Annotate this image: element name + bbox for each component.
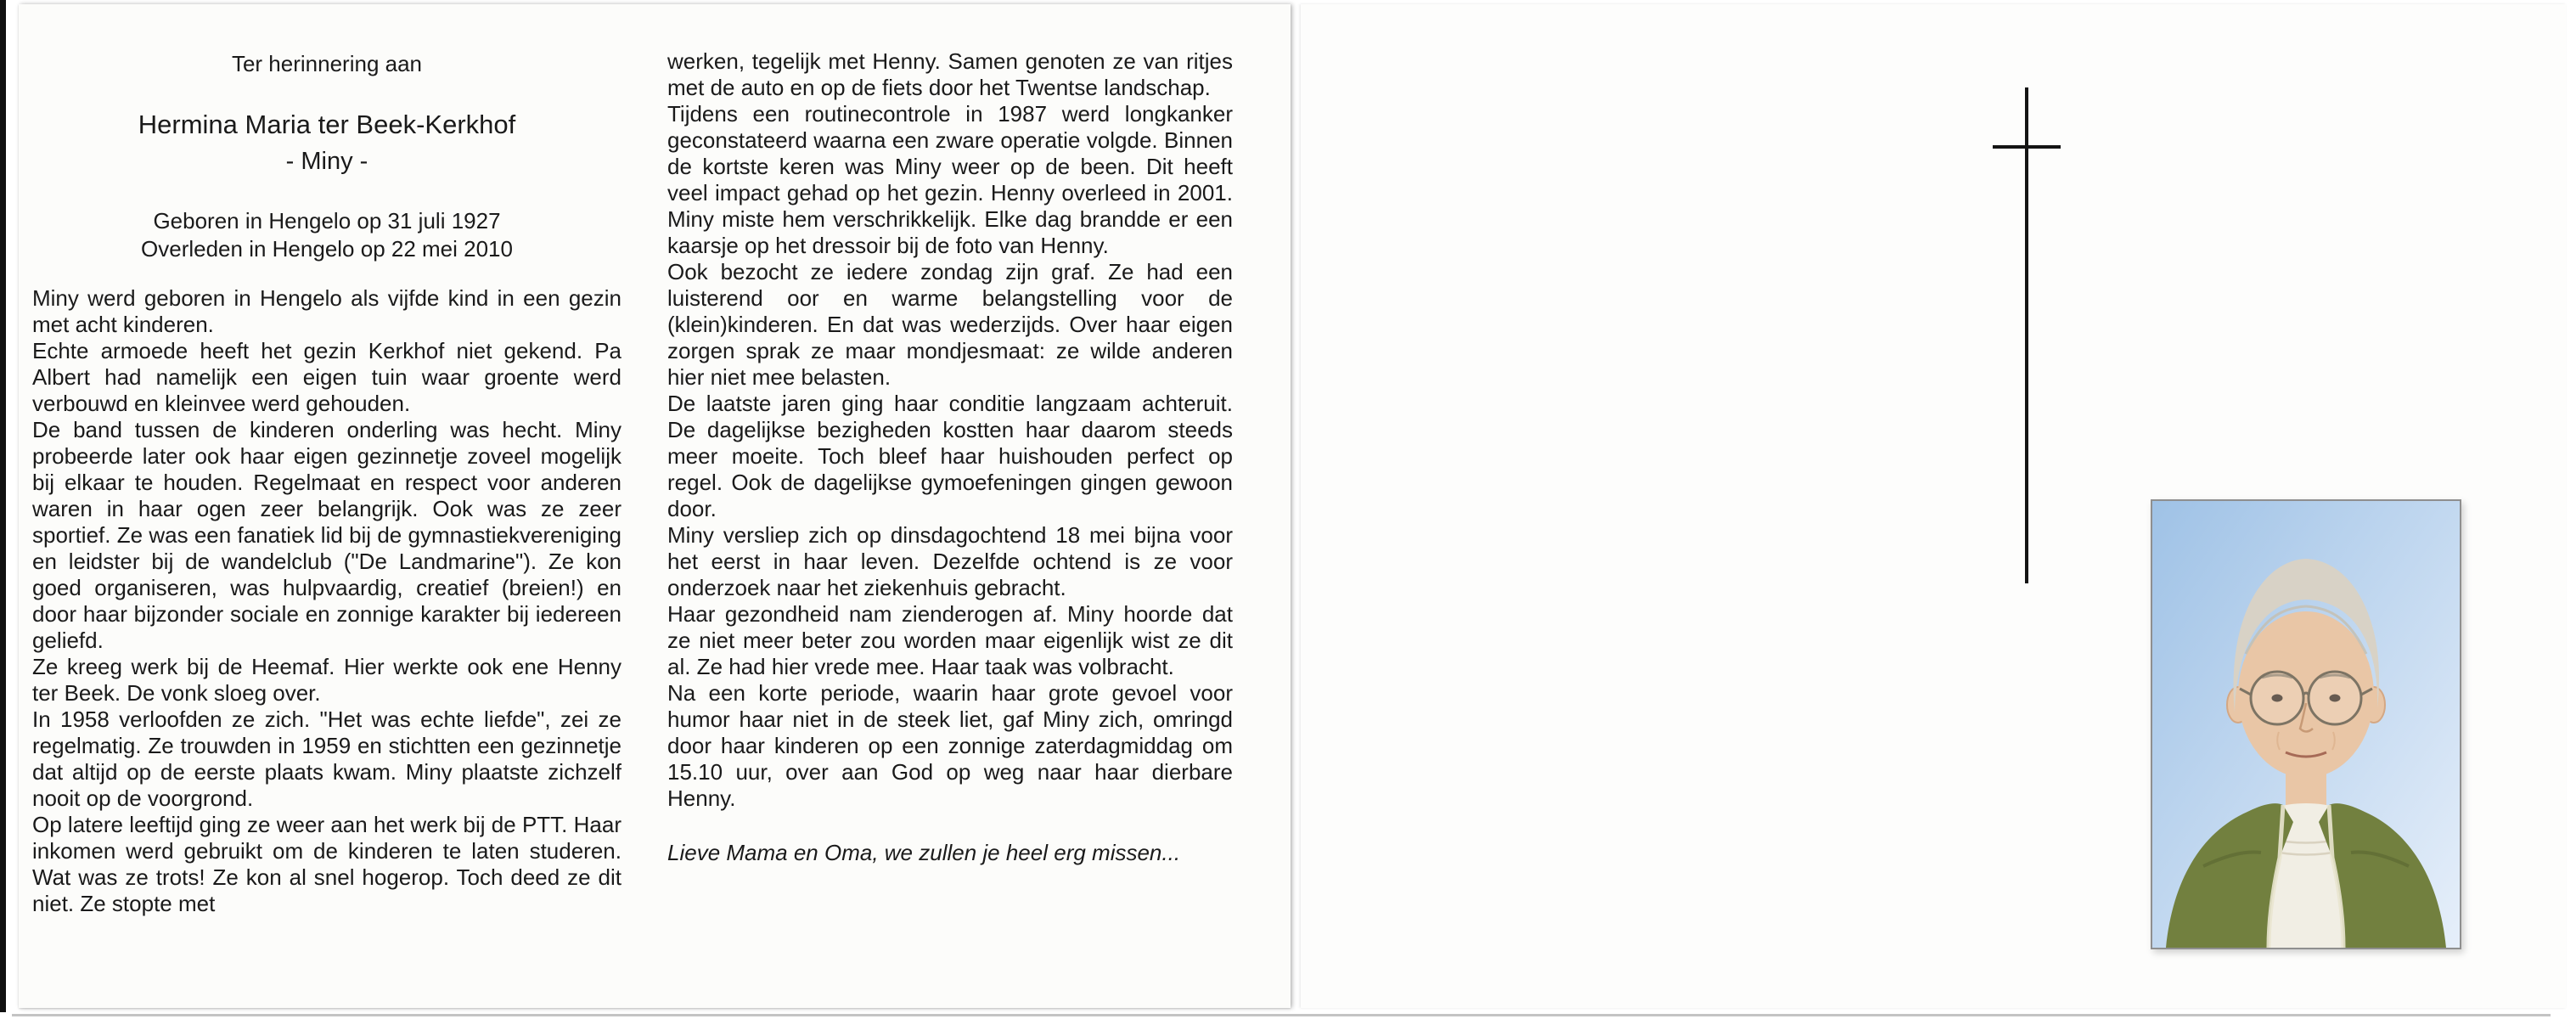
body-paragraph: Op latere leeftijd ging ze weer aan het werk bij de PTT. Haar inkomen werd gebruikt om de kinderen te laten studeren. Wat was ze trots! Ze kon al snel hogerop. Toch deed ze dit niet. Ze stopte met [32, 812, 622, 916]
scan-edge-artifact [0, 0, 6, 1012]
body-paragraph: Miny versliep zich op dinsdagochtend 18 mei bijna voor het eerst in haar leven. Dezelfde ochtend is ze voor onderzoek naar het ziekenhuis gebracht. [667, 522, 1233, 600]
text-column-1 [32, 4, 622, 917]
body-paragraph: De laatste jaren ging haar conditie langzaam achteruit. De dagelijkse bezigheden kostten haar daarom steeds meer moeite. Toch bleef haar huishouden perfect op regel. Ook de dagelijkse gymoefeningen gingen gewoon door. [667, 391, 1233, 521]
body-paragraph: Echte armoede heeft het gezin Kerkhof niet gekend. Pa Albert had namelijk een eigen tuin waar groente werd verbouwd en kleinvee werd gehouden. [32, 338, 622, 416]
body-paragraph: Ook bezocht ze iedere zondag zijn graf. Ze had een luisterend oor en warme belangstelling voor de (klein)kinderen. En dat was wederzijds. Over haar eigen zorgen sprak ze maar mondjesmaat: ze wilde anderen hier niet mee belasten. [667, 259, 1233, 390]
body-paragraph: De band tussen de kinderen onderling was hecht. Miny probeerde later ook haar eigen gezinnetje zoveel mogelijk bij elkaar te houden. Regelmaat en respect voor anderen waren in haar ogen zeer belangrijk. Ook was ze zeer sportief. Ze was een fanatiek lid bij de gymnastiekvereniging en leidster bij de wandelclub ("De Landmarine"). Ze kon goed organiseren, was hulpvaardig, creatief (breien!) en door haar bijzonder sociale en zonnige karakter bij iedereen geliefd. [32, 417, 622, 653]
cross-horizontal-bar [1993, 145, 2061, 149]
memorial-card-text-panel [19, 4, 1291, 1008]
deceased-nickname: - Miny - [285, 148, 368, 175]
portrait-photo [2151, 499, 2461, 949]
cross-icon [1993, 87, 2061, 583]
birth-line: Geboren in Hengelo op 31 juli 1927 [153, 208, 501, 234]
death-line: Overleden in Hengelo op 22 mei 2010 [141, 236, 513, 262]
memorial-card-photo-panel [1301, 4, 2566, 1008]
cross-vertical-bar [2025, 87, 2028, 583]
portrait-illustration [2152, 501, 2460, 948]
body-paragraph: Tijdens een routinecontrole in 1987 werd longkanker geconstateerd waarna een zware operatie volgde. Binnen de kortste keren was Miny weer op de been. Dit heeft veel impact gehad op het gezin. Henny overleed in 2001. Miny miste hem verschrikkelijk. Elke dag brandde er een kaarsje op het dressoir bij de foto van Henny. [667, 101, 1233, 258]
body-paragraph: Miny werd geboren in Hengelo als vijfde kind in een gezin met acht kinderen. [32, 285, 622, 337]
biography-column-2 [667, 4, 1233, 812]
card-header [32, 4, 622, 263]
body-paragraph: werken, tegelijk met Henny. Samen genoten ze van ritjes met de auto en op de fiets door het Twentse landschap. [667, 48, 1233, 100]
body-paragraph: Haar gezondheid nam zienderogen af. Miny hoorde dat ze niet meer beter zou worden maar eigenlijk wist ze dit al. Ze had hier vrede mee. Haar taak was volbracht. [667, 601, 1233, 679]
dedication-line: Ter herinnering aan [231, 51, 423, 76]
body-paragraph: Ze kreeg werk bij de Heemaf. Hier werkte ook ene Henny ter Beek. De vonk sloeg over. [32, 654, 622, 706]
body-paragraph: In 1958 verloofden ze zich. "Het was echte liefde", zei ze regelmatig. Ze trouwden in 1959 en stichtten een gezinnetje dat altijd op de eerste plaats kwam. Miny plaatste zichzelf nooit op de voorgrond. [32, 707, 622, 811]
closing-line: Lieve Mama en Oma, we zullen je heel erg missen... [667, 840, 1181, 865]
scan-bottom-line-artifact [12, 1014, 2551, 1016]
deceased-name: Hermina Maria ter Beek-Kerkhof [138, 110, 516, 139]
biography-column-1 [32, 285, 622, 917]
body-paragraph: Na een korte periode, waarin haar grote gevoel voor humor haar niet in de steek liet, gaf Miny zich, omringd door haar kinderen op een zonnige zaterdagmiddag om 15.10 uur, over aan God op weg naar haar dierbare Henny. [667, 680, 1233, 811]
text-column-2 [667, 4, 1233, 866]
